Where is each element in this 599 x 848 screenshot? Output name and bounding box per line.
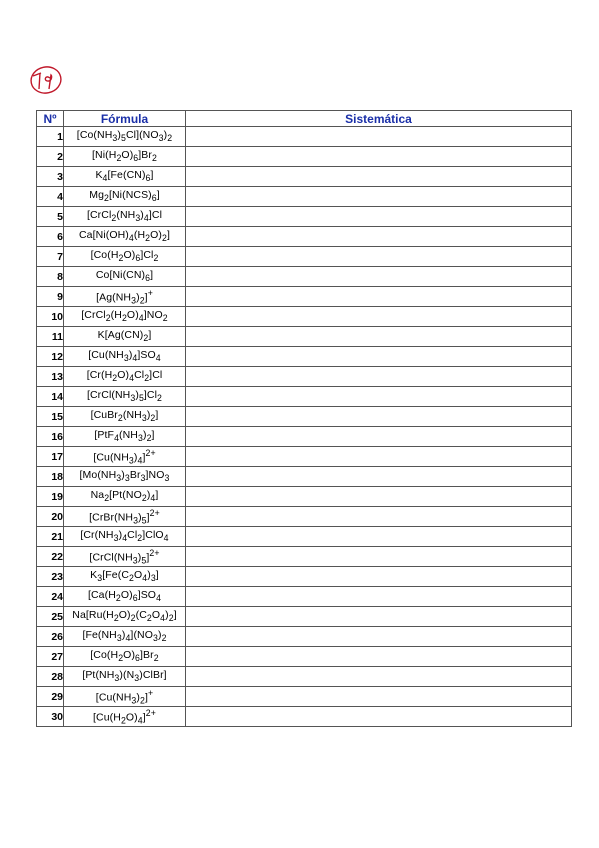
- row-number: 1: [37, 127, 64, 147]
- table-row: [37, 507, 572, 527]
- row-number: 3: [37, 167, 64, 187]
- row-formula: $[Mo(NH_3)_3Br_3]NO_3$: [64, 467, 186, 487]
- row-number: 16: [37, 427, 64, 447]
- row-systematic-name[interactable]: [186, 447, 572, 467]
- row-formula: $[Co(H_2O)_6]Br_2$: [64, 647, 186, 667]
- row-systematic-name[interactable]: [186, 547, 572, 567]
- row-number: 23: [37, 567, 64, 587]
- table-row: [37, 327, 572, 347]
- table-row: [37, 647, 572, 667]
- row-systematic-name[interactable]: [186, 407, 572, 427]
- row-systematic-name[interactable]: [186, 347, 572, 367]
- row-formula: $[Cu(NH_3)_4]^{2+}$: [64, 447, 186, 467]
- row-systematic-name[interactable]: [186, 467, 572, 487]
- row-systematic-name[interactable]: [186, 667, 572, 687]
- row-formula: $[Ag(NH_3)_2]^+$: [64, 287, 186, 307]
- row-number: 14: [37, 387, 64, 407]
- row-systematic-name[interactable]: [186, 327, 572, 347]
- row-number: 30: [37, 707, 64, 727]
- row-systematic-name[interactable]: [186, 627, 572, 647]
- row-systematic-name[interactable]: [186, 247, 572, 267]
- compounds-table: [36, 110, 572, 727]
- table-row: [37, 287, 572, 307]
- table-row: [37, 387, 572, 407]
- row-formula: $[Cr(H_2O)_4Cl_2]Cl$: [64, 367, 186, 387]
- row-formula: $[Ni(H_2O)_6]Br_2$: [64, 147, 186, 167]
- row-number: 10: [37, 307, 64, 327]
- table-row: [37, 567, 572, 587]
- table-row: [37, 607, 572, 627]
- row-formula: $K_4[Fe(CN)_6]$: [64, 167, 186, 187]
- table-body: [37, 127, 572, 727]
- row-systematic-name[interactable]: [186, 367, 572, 387]
- row-formula: $[Ca(H_2O)_6]SO_4$: [64, 587, 186, 607]
- row-systematic-name[interactable]: [186, 707, 572, 727]
- row-systematic-name[interactable]: [186, 287, 572, 307]
- row-systematic-name[interactable]: [186, 147, 572, 167]
- row-systematic-name[interactable]: [186, 487, 572, 507]
- row-formula: $[Co(H_2O)_6]Cl_2$: [64, 247, 186, 267]
- row-systematic-name[interactable]: [186, 587, 572, 607]
- circled-number-mark: [27, 62, 67, 98]
- header-systematic: Sistemática: [186, 111, 572, 127]
- row-number: 13: [37, 367, 64, 387]
- table-row: [37, 407, 572, 427]
- header-formula: Fórmula: [64, 111, 186, 127]
- row-systematic-name[interactable]: [186, 307, 572, 327]
- table-row: [37, 547, 572, 567]
- row-number: 24: [37, 587, 64, 607]
- row-systematic-name[interactable]: [186, 227, 572, 247]
- row-formula: $[CrCl_2(H_2O)_4]NO_2$: [64, 307, 186, 327]
- row-formula: $[CrBr(NH_3)_5]^{2+}$: [64, 507, 186, 527]
- row-formula: $[Cu(NH_3)_4]SO_4$: [64, 347, 186, 367]
- row-systematic-name[interactable]: [186, 187, 572, 207]
- row-number: 2: [37, 147, 64, 167]
- table-row: [37, 187, 572, 207]
- table-row: [37, 587, 572, 607]
- row-number: 5: [37, 207, 64, 227]
- row-number: 8: [37, 267, 64, 287]
- row-systematic-name[interactable]: [186, 427, 572, 447]
- row-formula: $[CrCl(NH_3)_5]Cl_2$: [64, 387, 186, 407]
- row-formula: $[PtF_4(NH_3)_2]$: [64, 427, 186, 447]
- row-formula: $[CrCl_2(NH_3)_4]Cl$: [64, 207, 186, 227]
- row-number: 17: [37, 447, 64, 467]
- row-number: 15: [37, 407, 64, 427]
- row-formula: $[Cu(H_2O)_4]^{2+}$: [64, 707, 186, 727]
- row-systematic-name[interactable]: [186, 387, 572, 407]
- row-number: 21: [37, 527, 64, 547]
- row-number: 27: [37, 647, 64, 667]
- row-systematic-name[interactable]: [186, 647, 572, 667]
- row-formula: $Ca[Ni(OH)_4(H_2O)_2]$: [64, 227, 186, 247]
- table-row: [37, 627, 572, 647]
- row-formula: $Mg_2[Ni(NCS)_6]$: [64, 187, 186, 207]
- row-formula: $[Cu(NH_3)_2]^+$: [64, 687, 186, 707]
- table-row: [37, 467, 572, 487]
- row-number: 19: [37, 487, 64, 507]
- table-row: [37, 207, 572, 227]
- header-number: Nº: [37, 111, 64, 127]
- table-row: [37, 167, 572, 187]
- table-row: [37, 427, 572, 447]
- row-systematic-name[interactable]: [186, 687, 572, 707]
- row-systematic-name[interactable]: [186, 607, 572, 627]
- row-number: 4: [37, 187, 64, 207]
- table-row: [37, 447, 572, 467]
- row-systematic-name[interactable]: [186, 527, 572, 547]
- table-row: [37, 127, 572, 147]
- row-number: 11: [37, 327, 64, 347]
- table-header-row: [37, 111, 572, 127]
- row-number: 25: [37, 607, 64, 627]
- row-formula: $[Pt(NH_3)(N_3)ClBr]$: [64, 667, 186, 687]
- handwritten-page-number: [27, 62, 67, 98]
- row-formula: $Na_2[Pt(NO_2)_4]$: [64, 487, 186, 507]
- table-row: [37, 147, 572, 167]
- row-number: 12: [37, 347, 64, 367]
- row-formula: $Na[Ru(H_2O)_2(C_2O_4)_2]$: [64, 607, 186, 627]
- row-number: 28: [37, 667, 64, 687]
- table-row: [37, 667, 572, 687]
- row-formula: $[Cr(NH_3)_4Cl_2]ClO_4$: [64, 527, 186, 547]
- table-row: [37, 267, 572, 287]
- row-number: 6: [37, 227, 64, 247]
- row-systematic-name[interactable]: [186, 167, 572, 187]
- row-systematic-name[interactable]: [186, 127, 572, 147]
- row-formula: $[CrCl(NH_3)_5]^{2+}$: [64, 547, 186, 567]
- row-systematic-name[interactable]: [186, 267, 572, 287]
- row-systematic-name[interactable]: [186, 567, 572, 587]
- table-row: [37, 247, 572, 267]
- table-row: [37, 487, 572, 507]
- table-row: [37, 307, 572, 327]
- row-number: 7: [37, 247, 64, 267]
- row-formula: $K_3[Fe(C_2O_4)_3]$: [64, 567, 186, 587]
- row-formula: $K[Ag(CN)_2]$: [64, 327, 186, 347]
- row-number: 20: [37, 507, 64, 527]
- row-formula: $Co[Ni(CN)_6]$: [64, 267, 186, 287]
- table-row: [37, 527, 572, 547]
- row-systematic-name[interactable]: [186, 507, 572, 527]
- table-row: [37, 687, 572, 707]
- row-formula: $[Fe(NH_3)_4](NO_3)_2$: [64, 627, 186, 647]
- table-row: [37, 707, 572, 727]
- row-number: 9: [37, 287, 64, 307]
- row-systematic-name[interactable]: [186, 207, 572, 227]
- row-formula: $[Co(NH_3)_5Cl](NO_3)_2$: [64, 127, 186, 147]
- table-row: [37, 347, 572, 367]
- table-row: [37, 367, 572, 387]
- row-formula: $[CuBr_2(NH_3)_2]$: [64, 407, 186, 427]
- row-number: 26: [37, 627, 64, 647]
- row-number: 18: [37, 467, 64, 487]
- table-row: [37, 227, 572, 247]
- row-number: 22: [37, 547, 64, 567]
- row-number: 29: [37, 687, 64, 707]
